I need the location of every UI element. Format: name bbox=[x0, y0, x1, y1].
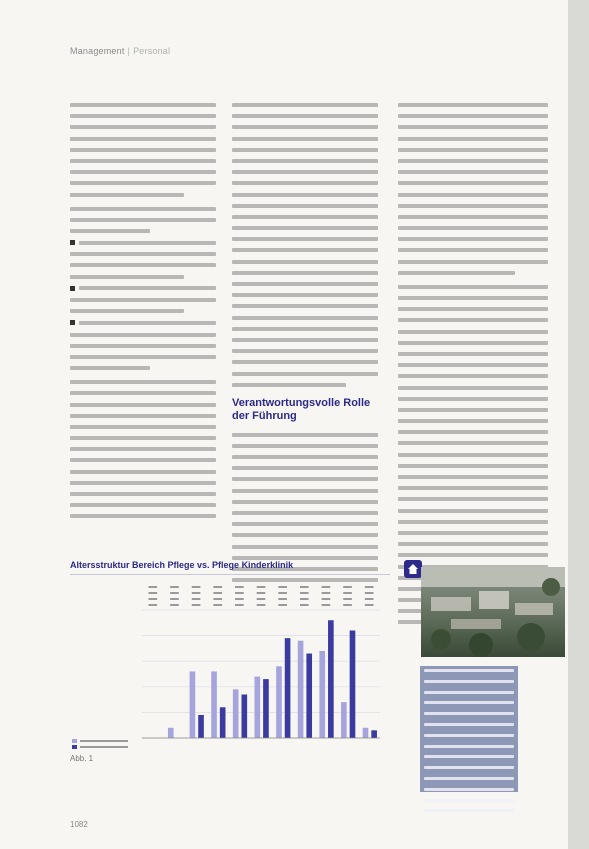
table-cell-mark bbox=[192, 592, 201, 594]
table-cell-mark bbox=[192, 598, 201, 600]
table-cell-mark bbox=[278, 592, 287, 594]
legend-swatch-series1 bbox=[72, 739, 77, 743]
table-cell-mark bbox=[148, 598, 157, 600]
bar-series2-3 bbox=[198, 715, 204, 738]
bar-series2-8 bbox=[306, 654, 312, 738]
running-header bbox=[70, 46, 170, 56]
bar-series2-4 bbox=[220, 707, 226, 738]
bar-series2-9 bbox=[328, 620, 334, 738]
table-cell-mark bbox=[148, 586, 157, 588]
legend-label-mark bbox=[80, 746, 128, 748]
table-cell-mark bbox=[213, 586, 222, 588]
bar-series1-10 bbox=[341, 702, 347, 738]
house-icon bbox=[404, 560, 422, 578]
table-cell-mark bbox=[322, 586, 331, 588]
table-cell-mark bbox=[257, 592, 266, 594]
table-cell-mark bbox=[343, 604, 352, 606]
table-cell-mark bbox=[213, 598, 222, 600]
table-cell-mark bbox=[365, 592, 374, 594]
figure-label: Abb. 1 bbox=[70, 754, 94, 763]
bar-series1-3 bbox=[190, 671, 196, 738]
table-cell-mark bbox=[278, 586, 287, 588]
table-cell-mark bbox=[235, 592, 244, 594]
table-cell-mark bbox=[322, 604, 331, 606]
table-cell-mark bbox=[257, 604, 266, 606]
age-structure-chart bbox=[70, 580, 400, 750]
table-cell-mark bbox=[278, 604, 287, 606]
bar-series2-7 bbox=[285, 638, 291, 738]
bullet-item bbox=[70, 240, 216, 245]
bar-series1-8 bbox=[298, 641, 304, 738]
table-cell-mark bbox=[300, 598, 309, 600]
table-cell-mark bbox=[148, 592, 157, 594]
clinic-aerial-photo bbox=[421, 567, 565, 657]
chart-title: Altersstruktur Bereich Pflege vs. Pflege Kinderklinik bbox=[70, 560, 294, 570]
table-cell-mark bbox=[365, 604, 374, 606]
bullet-item bbox=[70, 320, 216, 325]
table-cell-mark bbox=[192, 586, 201, 588]
bar-series1-11 bbox=[363, 728, 369, 738]
table-cell-mark bbox=[170, 586, 179, 588]
page-edge bbox=[568, 0, 589, 849]
table-cell-mark bbox=[343, 598, 352, 600]
table-cell-mark bbox=[148, 604, 157, 606]
table-cell-mark bbox=[257, 586, 266, 588]
table-cell-mark bbox=[343, 592, 352, 594]
table-cell-mark bbox=[322, 598, 331, 600]
photo-caption-box bbox=[420, 666, 518, 792]
bar-series1-7 bbox=[276, 666, 282, 738]
table-cell-mark bbox=[322, 592, 331, 594]
table-cell-mark bbox=[213, 592, 222, 594]
bar-series2-5 bbox=[241, 694, 247, 738]
bullet-icon bbox=[70, 286, 75, 291]
bullet-item bbox=[70, 286, 216, 291]
table-cell-mark bbox=[235, 586, 244, 588]
table-cell-mark bbox=[170, 592, 179, 594]
header-subsection: Personal bbox=[133, 46, 171, 56]
legend-swatch-series2 bbox=[72, 745, 77, 749]
table-cell-mark bbox=[300, 586, 309, 588]
table-cell-mark bbox=[343, 586, 352, 588]
bar-series1-4 bbox=[211, 671, 217, 738]
header-separator: | bbox=[127, 46, 131, 56]
table-cell-mark bbox=[192, 604, 201, 606]
table-cell-mark bbox=[170, 604, 179, 606]
table-cell-mark bbox=[235, 598, 244, 600]
table-cell-mark bbox=[235, 604, 244, 606]
bar-series2-6 bbox=[263, 679, 269, 738]
bar-series1-2 bbox=[168, 728, 174, 738]
bar-series1-6 bbox=[255, 677, 261, 738]
table-cell-mark bbox=[365, 598, 374, 600]
bar-series2-11 bbox=[371, 730, 377, 738]
text-column-1 bbox=[70, 103, 216, 526]
section-heading: Verantwortungsvolle Rolle der Führung bbox=[232, 396, 371, 422]
table-cell-mark bbox=[213, 604, 222, 606]
table-cell-mark bbox=[257, 598, 266, 600]
table-cell-mark bbox=[278, 598, 287, 600]
table-cell-mark bbox=[300, 604, 309, 606]
bullet-icon bbox=[70, 240, 75, 245]
chart-title-rule bbox=[70, 574, 390, 575]
page-number: 1082 bbox=[70, 820, 88, 829]
bar-series1-5 bbox=[233, 689, 239, 738]
text-column-2 bbox=[232, 103, 378, 589]
header-section: Management bbox=[70, 46, 125, 56]
bar-series1-9 bbox=[319, 651, 325, 738]
table-cell-mark bbox=[170, 598, 179, 600]
bullet-icon bbox=[70, 320, 75, 325]
text-column-3 bbox=[398, 103, 548, 632]
bar-series2-10 bbox=[350, 630, 356, 738]
table-cell-mark bbox=[300, 592, 309, 594]
legend-label-mark bbox=[80, 740, 128, 742]
table-cell-mark bbox=[365, 586, 374, 588]
